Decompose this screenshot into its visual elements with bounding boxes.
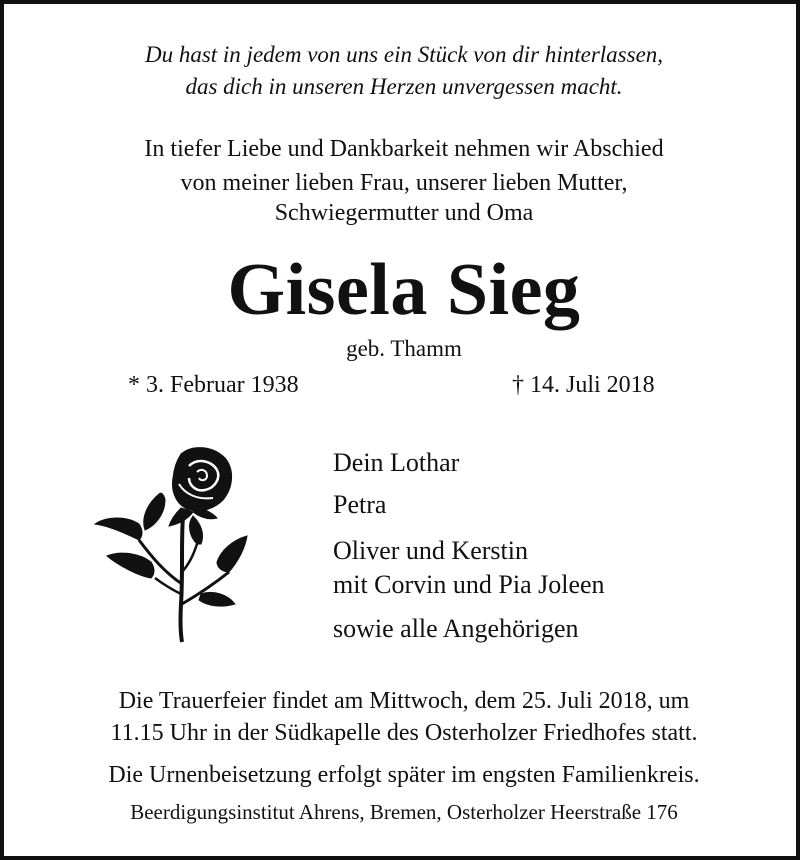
rose-icon <box>89 444 259 649</box>
mourner-line-1: Dein Lothar <box>333 448 460 477</box>
birth-date: * 3. Februar 1938 <box>128 372 299 398</box>
deceased-name: Gisela Sieg <box>227 249 581 331</box>
mourner-line-4: mit Corvin und Pia Joleen <box>333 570 605 599</box>
memorial-quote-line-1: Du hast in jedem von uns ein Stück von dir hinterlassen, <box>144 42 664 67</box>
mourner-line-5: sowie alle Angehörigen <box>333 614 579 643</box>
funeral-info-line-1: Die Trauerfeier findet am Mittwoch, dem 25. Juli 2018, um <box>118 688 690 714</box>
birth-name: geb. Thamm <box>346 336 462 361</box>
mourner-line-3: Oliver und Kerstin <box>333 536 528 565</box>
undertaker-info: Beerdigungsinstitut Ahrens, Bremen, Osterholzer Heerstraße 176 <box>130 800 678 824</box>
farewell-text-line-2: von meiner lieben Frau, unserer lieben Mutter, <box>180 170 628 196</box>
memorial-quote-line-2: das dich in unseren Herzen unvergessen macht. <box>185 74 623 99</box>
farewell-text-line-1: In tiefer Liebe und Dankbarkeit nehmen wir Abschied <box>144 136 664 162</box>
mourner-line-2: Petra <box>333 490 387 519</box>
funeral-info-line-2: 11.15 Uhr in der Südkapelle des Osterholzer Friedhofes statt. <box>110 720 698 746</box>
urn-burial-info: Die Urnenbeisetzung erfolgt später im engsten Familienkreis. <box>108 762 700 788</box>
death-date: † 14. Juli 2018 <box>512 372 655 398</box>
farewell-text-line-3: Schwiegermutter und Oma <box>274 200 534 226</box>
